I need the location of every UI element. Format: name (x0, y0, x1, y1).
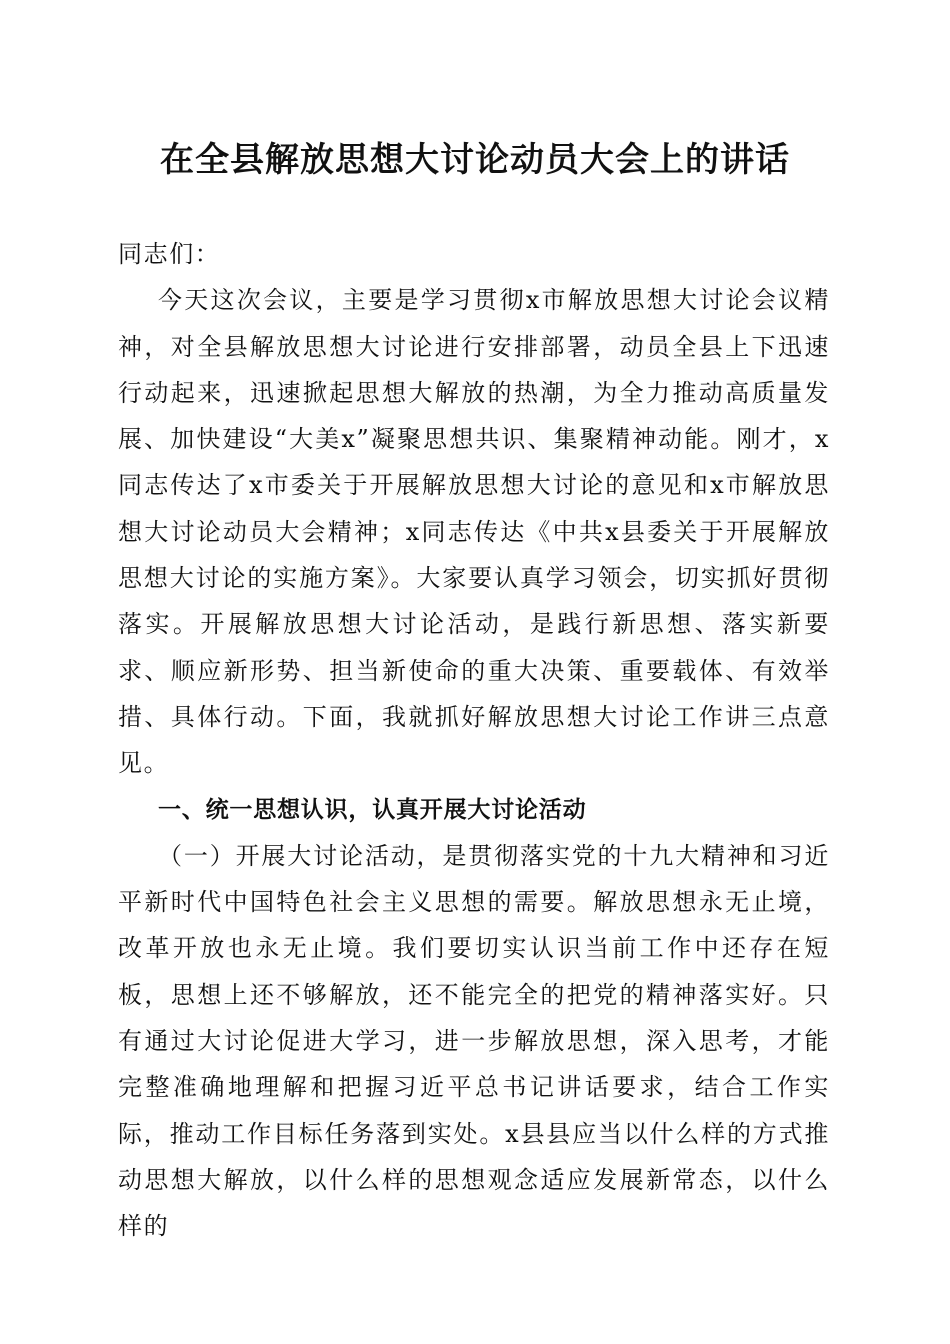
intro-paragraph: 今天这次会议，主要是学习贯彻x市解放思想大讨论会议精神，对全县解放思想大讨论进行安排部署，动员全县上下迅速行动起来，迅速掀起思想大解放的热潮，为全力推动高质量发展、加快建设“大美x”凝聚思想共识、集聚精神动能。刚才，x同志传达了x市委关于开展解放思想大讨论的意见和x市解放思想大讨论动员大会精神；x同志传达《中共x县委关于开展解放思想大讨论的实施方案》。大家要认真学习领会，切实抓好贯彻落实。开展解放思想大讨论活动，是践行新思想、落实新要求、顺应新形势、担当新使命的重大决策、重要载体、有效举措、具体行动。下面，我就抓好解放思想大讨论工作讲三点意见。 (118, 286, 830, 778)
subsection-1-body: 解放思想永无止境，改革开放也永无止境。我们要切实认识当前工作中还存在短板，思想上还不够解放，还不能完全的把党的精神落实好。只有通过大讨论促进大学习，进一步解放思想，深入思考，才能完整准确地理解和把握习近平总书记讲话要求，结合工作实际，推动工作目标任务落到实处。x县县应当以什么样的方式推动思想大解放，以什么样的思想观念适应发展新常态，以什么样的 (118, 888, 830, 1241)
document-title: 在全县解放思想大讨论动员大会上的讲话 (160, 140, 790, 180)
document-body (118, 231, 830, 1250)
subsection-1-paragraph (118, 833, 830, 1250)
salutation: 同志们： (118, 240, 221, 268)
section-1-heading: 一、统一思想认识，认真开展大讨论活动 (158, 796, 587, 823)
subsection-1-title: （一）开展大讨论活动，是贯彻落实党的十九大精神和习近平新时代中国特色社会主义思想的需要。 (118, 841, 830, 917)
